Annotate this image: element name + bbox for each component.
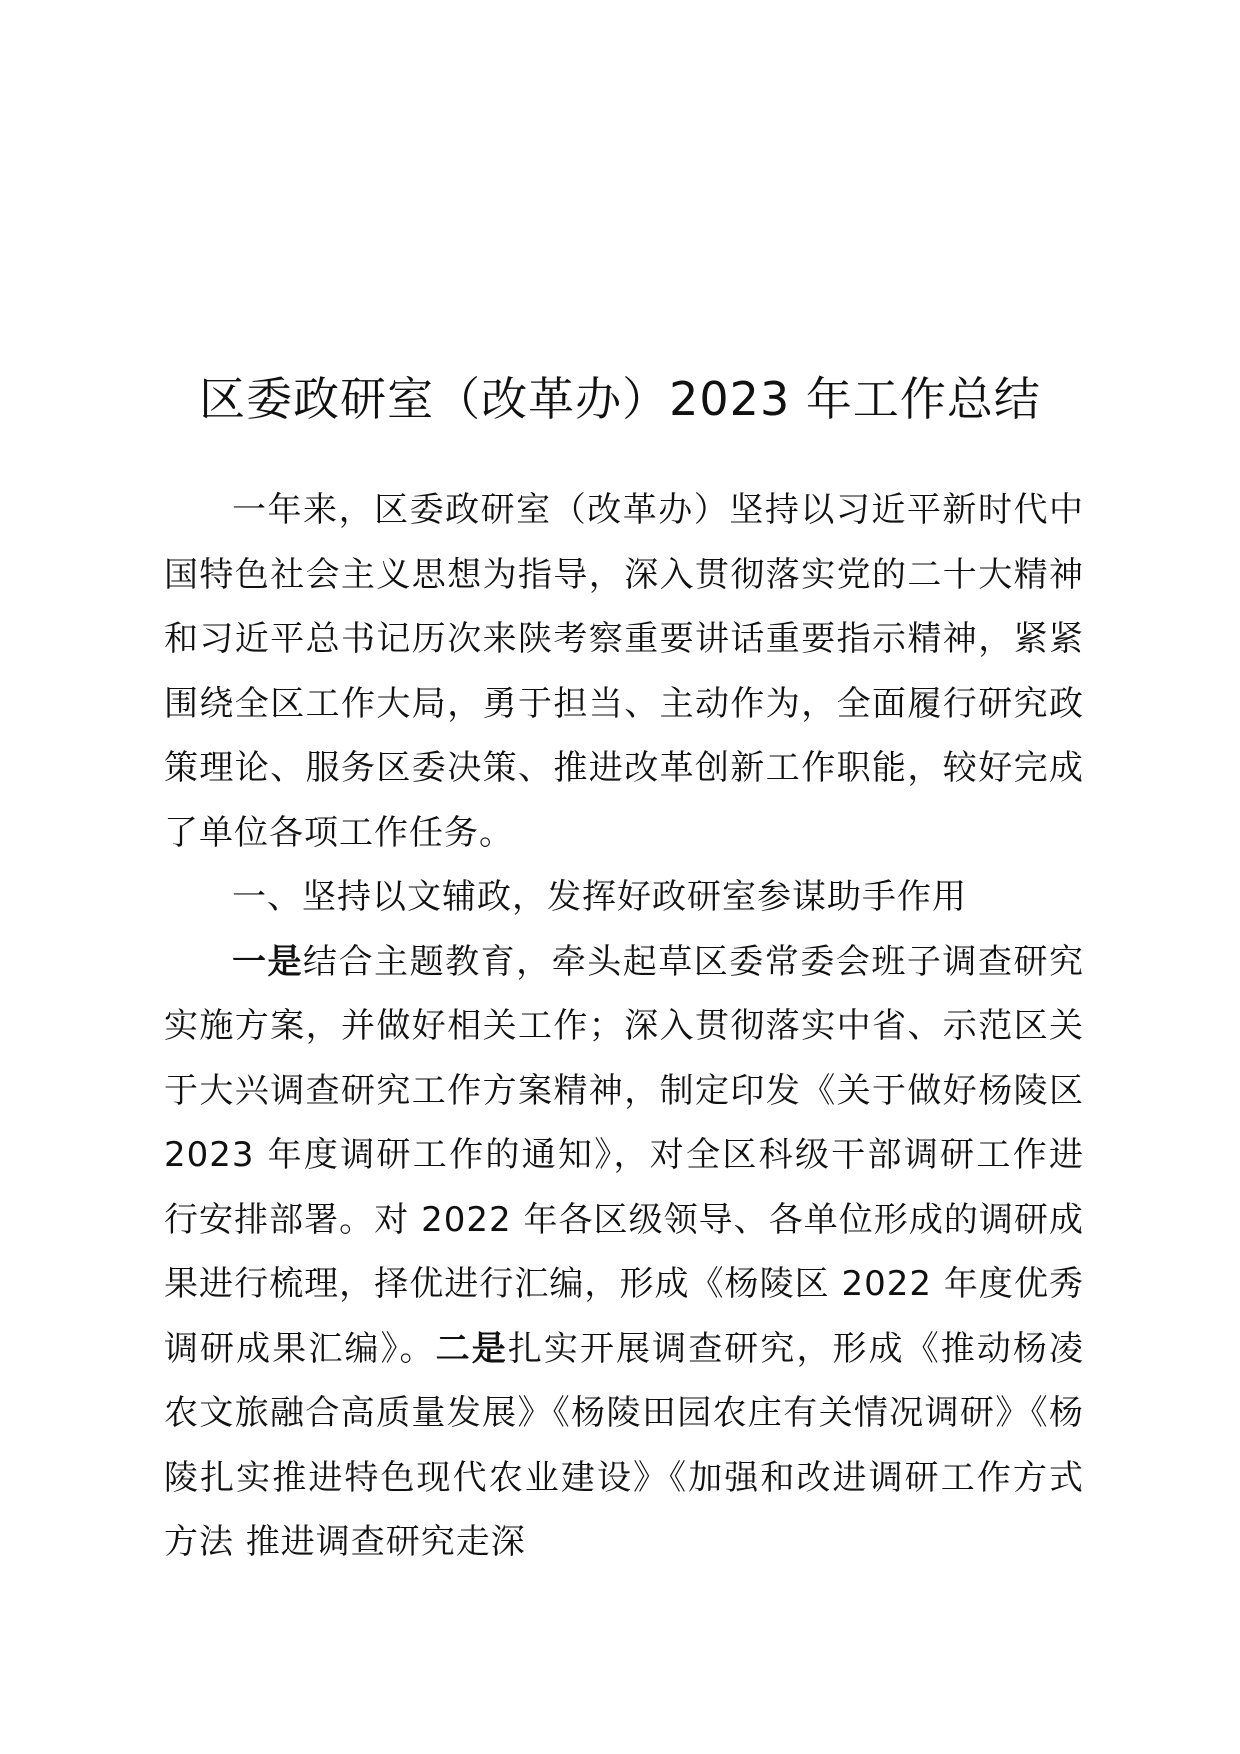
item-2-lead: 二是 (435, 1328, 508, 1369)
intro-paragraph: 一年来，区委政研室（改革办）坚持以习近平新时代中国特色社会主义思想为指导，深入贯彻落实党的二十大精神和习近平总书记历次来陕考察重要讲话重要指示精神，紧紧围绕全区工作大局，勇于担当、主动作为，全面履行研究政策理论、服务区委决策、推进改革创新工作职能，较好完成了单位各项工作任务。 (164, 490, 1084, 853)
item-1-lead: 一是 (232, 941, 304, 982)
document-title: 区委政研室（改革办）2023 年工作总结 (199, 372, 1041, 426)
document-body (164, 478, 1084, 1575)
item-1-paragraph (164, 930, 1084, 1575)
item-2-text: 扎实开展调查研究，形成《推动杨凌农文旅融合高质量发展》《杨陵田园农庄有关情况调研》《杨陵扎实推进特色现代农业建设》《加强和改进调研工作方式方法 推进调查研究走深 (164, 1328, 1085, 1562)
item-1-text: 结合主题教育，牵头起草区委常委会班子调查研究实施方案，并做好相关工作；深入贯彻落实中省、示范区关于大兴调查研究工作方案精神，制定印发《关于做好杨陵区 2023 年度调研工作的通知》，对全区科级干部调研工作进行安排部署。对 2022 年各区级领导、各单位形成的调研成果进行梳理，择优进行汇编，形成《杨陵区 2022 年度优秀调研成果汇编》。 (164, 941, 1085, 1369)
section-heading: 一、坚持以文辅政，发挥好政研室参谋助手作用 (232, 877, 967, 917)
